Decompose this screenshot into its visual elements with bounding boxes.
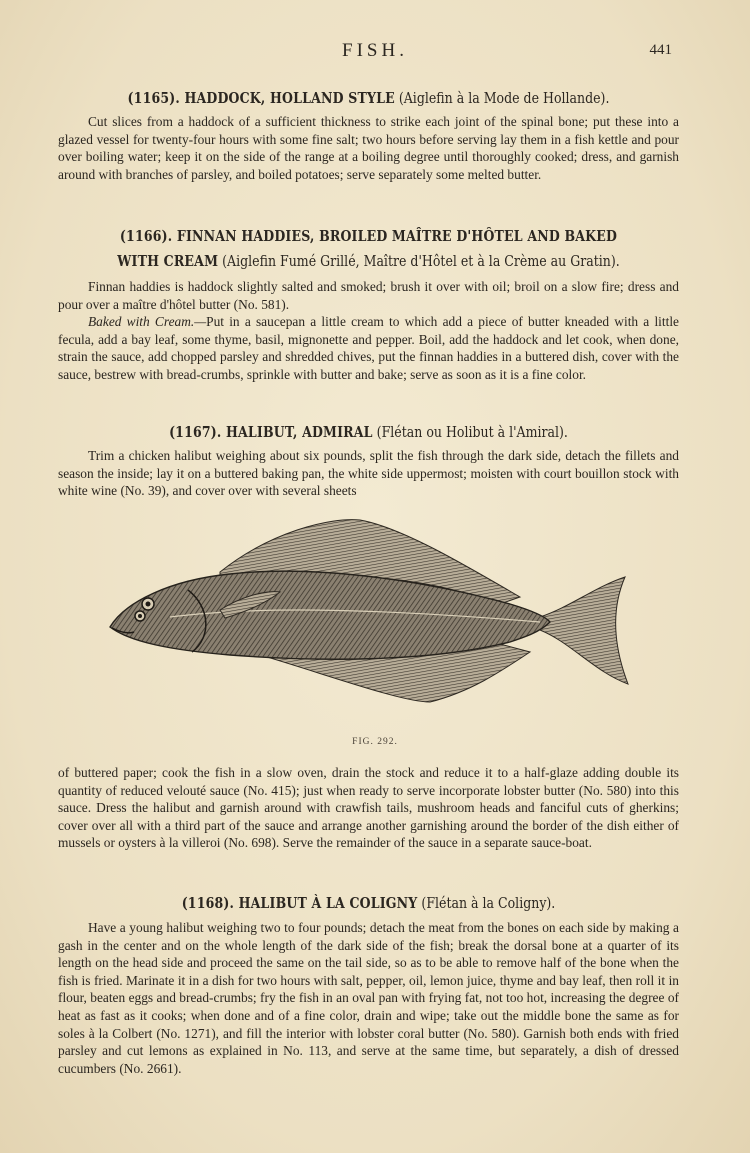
page-number: 441 — [649, 42, 672, 58]
recipe-paragraph — [58, 313, 679, 383]
recipe-french-title: (Flétan à la Coligny). — [421, 895, 556, 912]
running-title: FISH. — [342, 40, 408, 61]
recipe-paragraph: Finnan haddies is haddock slightly salted and smoked; brush it over with oil; broil on a slow fire; dress and pour over a maître d'hôtel butter (No. 581). — [58, 279, 679, 312]
halibut-engraving-icon — [100, 512, 640, 722]
running-head — [0, 40, 750, 64]
italic-lead: Baked with Cream.— — [88, 314, 207, 330]
recipe-1165 — [58, 87, 679, 183]
recipe-french-title: (Aiglefin Fumé Grillé, Maître d'Hôtel et à la Crème au Gratin). — [222, 253, 620, 270]
recipe-heading — [101, 892, 635, 915]
recipe-1167-continued — [58, 764, 679, 852]
recipe-paragraph: Trim a chicken halibut weighing about six pounds, split the fish through the dark side, detach the fillets and season the inside; lay it on a buttered baking pan, the white side uppermost; moisten with court bouillon stock with white wine (No. 39), and cover over with several sheets — [58, 448, 679, 499]
recipe-1166 — [58, 224, 679, 384]
recipe-title: (1165). HADDOCK, HOLLAND STYLE — [127, 90, 395, 107]
recipe-heading — [101, 224, 635, 274]
recipe-paragraph-text: Put in a saucepan a little cream to which add a piece of butter kneaded with a little fecula, add a bay leaf, some thyme, basil, mignonette and pepper. Boil, add the haddock and let cook, when done, strain the sauce, add chopped parsley and shredded chives, put the finnan haddies in a buttered dish, cover with the sauce, bestrew with bread-crumbs, sprinkle with butter and bake; serve as soon as it is a fine color. — [58, 314, 679, 382]
recipe-heading — [101, 87, 635, 110]
recipe-paragraph: of buttered paper; cook the fish in a slow oven, drain the stock and reduce it to a half-glaze adding double its quantity of reduced velouté sauce (No. 415); just when ready to serve incorporate lobster butter (No. 580) into this sauce. Dress the halibut and garnish around with crawfish tails, mushroom heads and fanciful cuts of gherkins; cover over all with a third part of the sauce and arrange another garnishing around the border of the dish either of mussels or oysters à la villeroi (No. 698). Serve the remainder of the sauce in a separate sauce-boat. — [58, 765, 679, 851]
recipe-1167 — [58, 421, 679, 500]
recipe-title: (1167). HALIBUT, ADMIRAL — [169, 424, 373, 441]
figure-caption: FIG. 292. — [352, 737, 398, 747]
recipe-title: (1166). FINNAN HADDIES, BROILED MAÎTRE D'HÔTEL AND BAKED WITH CREAM — [117, 228, 618, 270]
recipe-heading — [101, 421, 635, 444]
recipe-title: (1168). HALIBUT À LA COLIGNY — [181, 895, 418, 912]
recipe-paragraph: Cut slices from a haddock of a sufficient thickness to strike each joint of the spinal bone; put these into a glazed vessel for twenty-four hours with some fine salt; two hours before serving lay them in a fish kettle and pour over boiling water; keep it on the side of the range at a boiling degree until thoroughly cooked; dress, and garnish around with branches of parsley, and boiled potatoes; serve separately some melted butter. — [58, 114, 679, 182]
recipe-paragraph: Have a young halibut weighing two to four pounds; detach the meat from the bones on each side by making a gash in the center and on the whole length of the dark side of the fish; break the dorsal bone at a quarter of its length on the head side and proceed the same on the tail side, so as to be able to remove half of the bone when the fish is fried. Marinate it in a dish for two hours with salt, pepper, oil, lemon juice, thyme and bay leaf, then roll it in flour, beaten eggs and bread-crumbs; fry the fish in an oval pan with frying fat, not too hot, increasing the degree of heat as fast as it cooks; when done and of a fine color, drain and wipe; take out the middle bone the same as for soles à la Colbert (No. 1271), and fill the interior with lobster coral butter (No. 580). Garnish both ends with fried parsley and cut lemons as explained in No. 113, and serve at the same time, but separately, a dish of dressed cucumbers (No. 2661). — [58, 920, 679, 1076]
recipe-1168 — [58, 892, 679, 1077]
recipe-french-title: (Flétan ou Holibut à l'Amiral). — [376, 424, 568, 441]
recipe-french-title: (Aiglefin à la Mode de Hollande). — [398, 90, 610, 107]
